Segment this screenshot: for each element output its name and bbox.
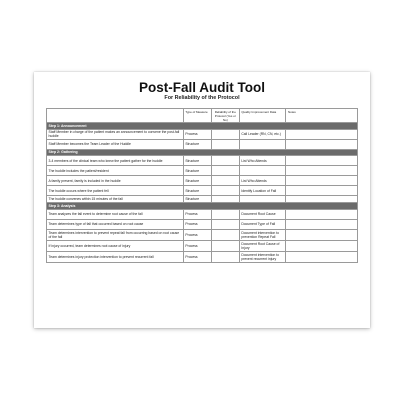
- row-notes[interactable]: [286, 176, 358, 186]
- row-type: Process: [183, 229, 211, 240]
- section-label: Step 1: Announcement: [47, 123, 358, 130]
- table-row: [47, 139, 358, 149]
- row-quality: Document Root Cause of Injury: [239, 240, 286, 251]
- row-item: The huddle convenes within 15 minutes of the fall: [47, 196, 184, 203]
- row-item: Team determines intervention to prevent repeat fall from occurring based on root cause of the fall: [47, 229, 184, 240]
- document-subtitle: For Reliability of the Protocol: [164, 95, 240, 101]
- row-reliability[interactable]: [211, 209, 239, 219]
- row-notes[interactable]: [286, 139, 358, 149]
- header-reliability: Reliability of the Protocol (Yes or No): [211, 109, 239, 123]
- row-reliability[interactable]: [211, 156, 239, 166]
- row-type: Process: [183, 219, 211, 229]
- row-reliability[interactable]: [211, 229, 239, 240]
- header-item: [47, 109, 184, 123]
- document-title: Post-Fall Audit Tool: [139, 80, 265, 95]
- header-type: Type of Measure: [183, 109, 211, 123]
- row-reliability[interactable]: [211, 166, 239, 176]
- row-reliability[interactable]: [211, 129, 239, 139]
- row-type: Structure: [183, 196, 211, 203]
- table-row: [47, 186, 358, 196]
- header-notes: Notes: [286, 109, 358, 123]
- row-type: Process: [183, 129, 211, 139]
- row-item: Team analyzes the fall event to determine root cause of the fall: [47, 209, 184, 219]
- table-row: [47, 251, 358, 262]
- row-notes[interactable]: [286, 251, 358, 262]
- table-row: [47, 209, 358, 219]
- row-item: 3-4 members of the clinical team who knew the patient gather for the huddle: [47, 156, 184, 166]
- row-item: The huddle occurs where the patient fell: [47, 186, 184, 196]
- row-quality: List Who Attends: [239, 156, 286, 166]
- row-quality: [239, 139, 286, 149]
- row-type: Structure: [183, 156, 211, 166]
- row-notes[interactable]: [286, 129, 358, 139]
- row-notes[interactable]: [286, 209, 358, 219]
- row-reliability[interactable]: [211, 186, 239, 196]
- table-row: [47, 129, 358, 139]
- table-row: [47, 166, 358, 176]
- row-reliability[interactable]: [211, 196, 239, 203]
- row-item: Team determines injury protection intervention to prevent recurrent fall: [47, 251, 184, 262]
- row-quality: List Who Attends: [239, 176, 286, 186]
- row-notes[interactable]: [286, 196, 358, 203]
- row-type: Process: [183, 209, 211, 219]
- row-item: Staff Member in charge of the patient makes an announcement to convene the post-fall huddle: [47, 129, 184, 139]
- row-quality: Document intervention to prevention Repeat Fall: [239, 229, 286, 240]
- row-type: Structure: [183, 139, 211, 149]
- row-notes[interactable]: [286, 186, 358, 196]
- row-item: Team determines type of fall that occurred based on root cause: [47, 219, 184, 229]
- row-type: Structure: [183, 176, 211, 186]
- row-reliability[interactable]: [211, 219, 239, 229]
- row-type: Process: [183, 251, 211, 262]
- table-row: [47, 196, 358, 203]
- row-quality: [239, 166, 286, 176]
- row-item: Staff Member becomes the Team Leader of the Huddle: [47, 139, 184, 149]
- row-reliability[interactable]: [211, 251, 239, 262]
- row-reliability[interactable]: [211, 176, 239, 186]
- table-row: [47, 229, 358, 240]
- table-row: [47, 240, 358, 251]
- document-sheet: [34, 72, 370, 328]
- row-quality: Document Root Cause: [239, 209, 286, 219]
- row-item: A family present, family is included in the huddle: [47, 176, 184, 186]
- row-quality: [239, 196, 286, 203]
- row-quality: Identify Location of Fall: [239, 186, 286, 196]
- row-item: If injury occurred, team determines root cause of injury: [47, 240, 184, 251]
- section-label: Step 3: Analysis: [47, 203, 358, 210]
- table-row: [47, 176, 358, 186]
- row-notes[interactable]: [286, 156, 358, 166]
- section-label: Step 2: Gathering: [47, 149, 358, 156]
- header-quality: Quality Improvement Data: [239, 109, 286, 123]
- row-reliability[interactable]: [211, 139, 239, 149]
- row-type: Structure: [183, 166, 211, 176]
- row-notes[interactable]: [286, 166, 358, 176]
- audit-table: [46, 108, 358, 263]
- row-type: Structure: [183, 186, 211, 196]
- row-notes[interactable]: [286, 229, 358, 240]
- table-row: [47, 156, 358, 166]
- row-quality: Document intervention to prevent recurrent injury: [239, 251, 286, 262]
- row-type: Process: [183, 240, 211, 251]
- row-item: The huddle includes the patient/resident: [47, 166, 184, 176]
- row-notes[interactable]: [286, 240, 358, 251]
- row-quality: Call Leader (RN, CN, etc.): [239, 129, 286, 139]
- table-row: [47, 219, 358, 229]
- row-reliability[interactable]: [211, 240, 239, 251]
- row-notes[interactable]: [286, 219, 358, 229]
- row-quality: Document Type of Fall: [239, 219, 286, 229]
- header-row: [47, 109, 358, 123]
